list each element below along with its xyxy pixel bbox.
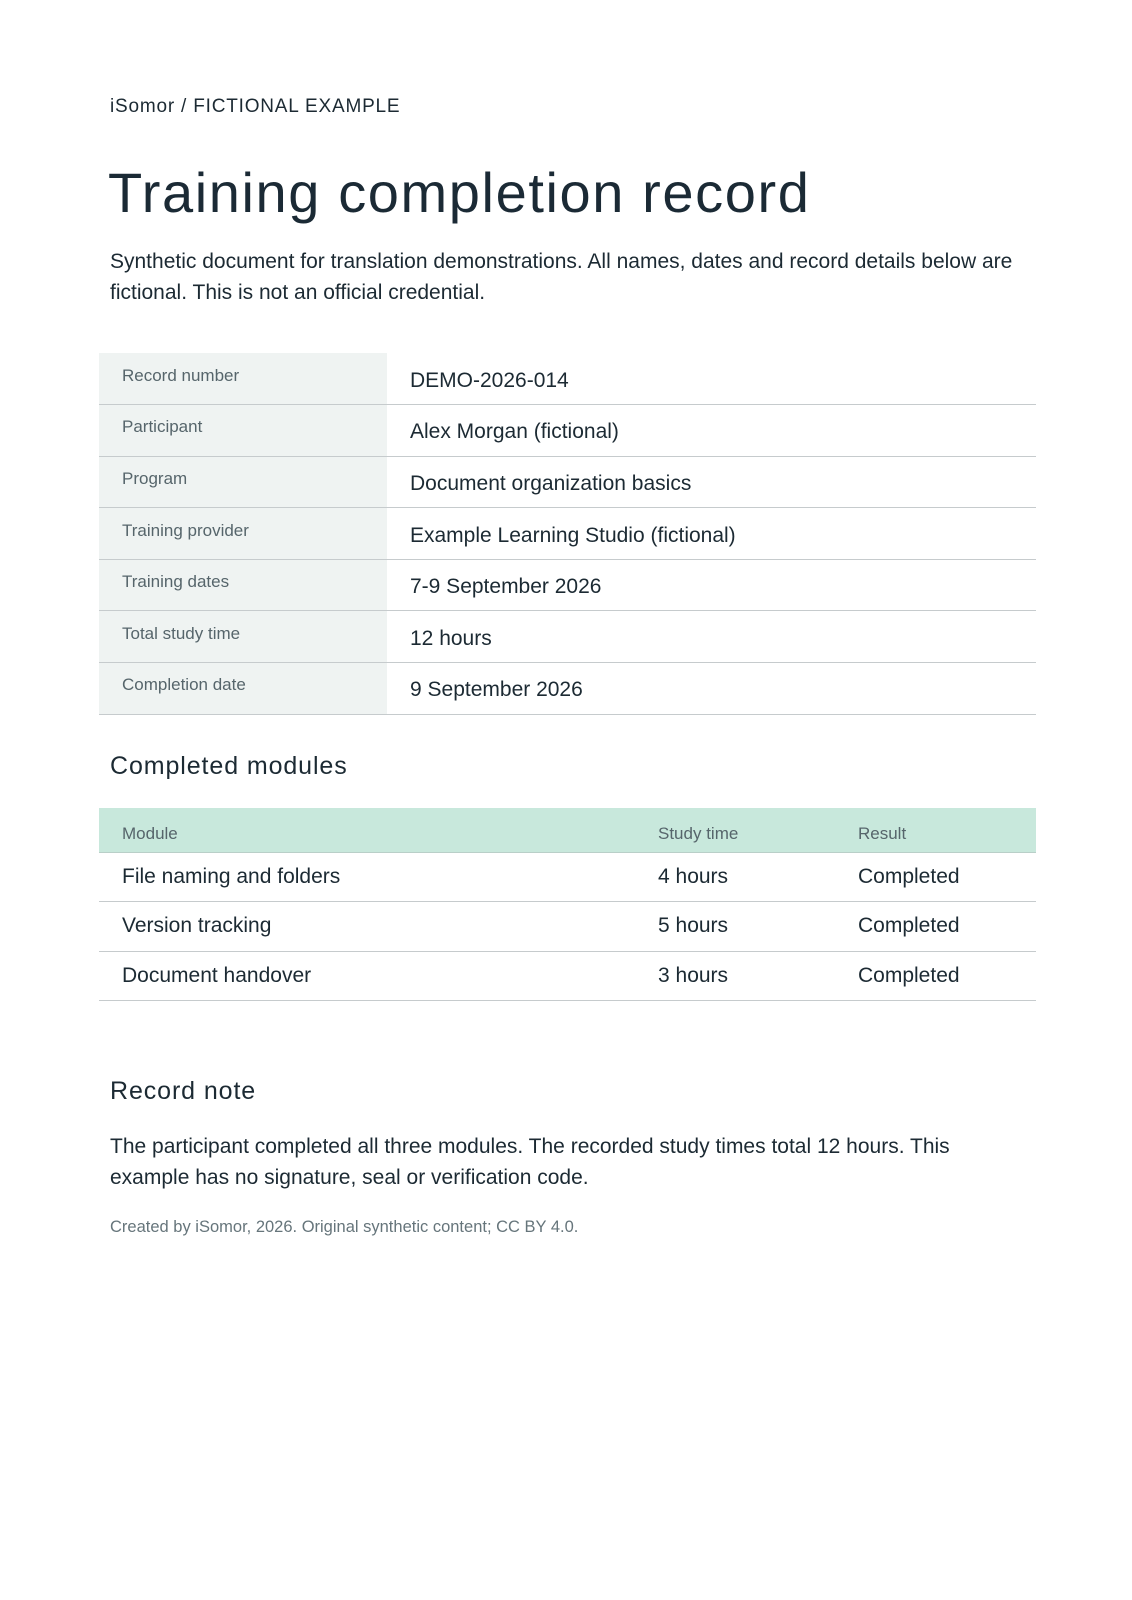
table-row xyxy=(99,508,1036,560)
module-result: Completed xyxy=(835,852,1036,902)
record-note-text: The participant completed all three modules. The recorded study times total 12 hours. This example has no signature, seal or verification code. xyxy=(110,1135,950,1189)
intro-paragraph: Synthetic document for translation demonstrations. All names, dates and record details below are fictional. This is not an official credential. xyxy=(110,250,1013,304)
completed-modules-heading: Completed modules xyxy=(110,752,348,780)
program-label: Program xyxy=(99,456,387,508)
module-name: File naming and folders xyxy=(99,852,635,902)
column-header-study-time: Study time xyxy=(635,808,835,852)
participant-label: Participant xyxy=(99,405,387,457)
module-result: Completed xyxy=(835,902,1036,952)
total-study-time-value: 12 hours xyxy=(387,611,1036,663)
page-title: Training completion record xyxy=(108,161,811,224)
training-provider-value: Example Learning Studio (fictional) xyxy=(387,508,1036,560)
column-header-result: Result xyxy=(835,808,1036,852)
record-number-label: Record number xyxy=(99,353,387,405)
table-row xyxy=(99,852,1036,902)
record-number-value: DEMO-2026-014 xyxy=(387,353,1036,405)
total-study-time-label: Total study time xyxy=(99,611,387,663)
completion-date-value: 9 September 2026 xyxy=(387,663,1036,715)
record-note-heading: Record note xyxy=(110,1077,257,1105)
training-dates-value: 7-9 September 2026 xyxy=(387,559,1036,611)
table-row xyxy=(99,405,1036,457)
completion-date-label: Completion date xyxy=(99,663,387,715)
module-result: Completed xyxy=(835,951,1036,1001)
table-row xyxy=(99,559,1036,611)
record-details-table xyxy=(99,353,1036,715)
module-study-time: 3 hours xyxy=(635,951,835,1001)
module-study-time: 5 hours xyxy=(635,902,835,952)
training-dates-label: Training dates xyxy=(99,559,387,611)
module-name: Document handover xyxy=(99,951,635,1001)
table-row xyxy=(99,611,1036,663)
table-row xyxy=(99,902,1036,952)
program-value: Document organization basics xyxy=(387,456,1036,508)
document-eyebrow: iSomor / FICTIONAL EXAMPLE xyxy=(110,96,401,117)
module-name: Version tracking xyxy=(99,902,635,952)
table-header-row xyxy=(99,808,1036,852)
table-row xyxy=(99,663,1036,715)
column-header-module: Module xyxy=(99,808,635,852)
modules-table xyxy=(99,808,1036,1001)
training-provider-label: Training provider xyxy=(99,508,387,560)
table-row xyxy=(99,456,1036,508)
footer-credit: Created by iSomor, 2026. Original synthetic content; CC BY 4.0. xyxy=(110,1218,579,1236)
table-row xyxy=(99,353,1036,405)
module-study-time: 4 hours xyxy=(635,852,835,902)
table-row xyxy=(99,951,1036,1001)
participant-value: Alex Morgan (fictional) xyxy=(387,405,1036,457)
